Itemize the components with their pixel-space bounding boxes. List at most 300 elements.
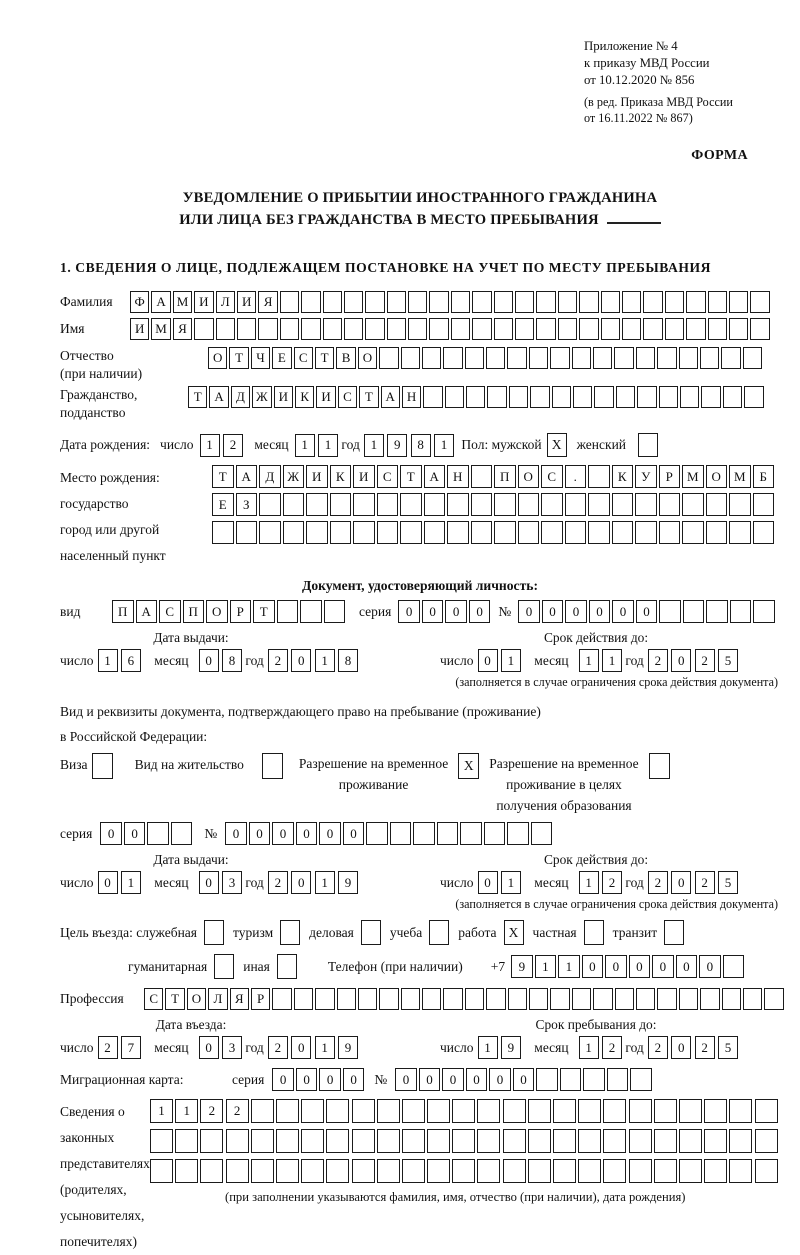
char-cell[interactable] xyxy=(477,1099,500,1123)
char-cell[interactable] xyxy=(379,988,398,1010)
char-cell[interactable] xyxy=(531,822,553,845)
char-cell[interactable] xyxy=(654,1159,677,1183)
char-cell[interactable] xyxy=(682,521,704,544)
char-cell[interactable] xyxy=(560,1068,582,1091)
char-cell[interactable]: 1 xyxy=(200,434,220,457)
char-cell[interactable] xyxy=(147,822,169,845)
purpose-private-checkbox[interactable] xyxy=(584,920,604,945)
char-cell[interactable] xyxy=(657,347,676,369)
char-cell[interactable]: 0 xyxy=(319,822,341,845)
char-cell[interactable]: Ж xyxy=(252,386,271,408)
char-cell[interactable] xyxy=(682,493,704,516)
char-cell[interactable]: Д xyxy=(259,465,281,488)
purpose-work-checkbox[interactable]: X xyxy=(504,920,524,945)
char-cell[interactable] xyxy=(358,988,377,1010)
char-cell[interactable] xyxy=(558,318,577,340)
char-cell[interactable] xyxy=(237,318,256,340)
char-cell[interactable]: 9 xyxy=(511,955,533,978)
char-cell[interactable]: 2 xyxy=(602,1036,622,1059)
char-cell[interactable] xyxy=(529,988,548,1010)
char-cell[interactable] xyxy=(572,988,591,1010)
char-cell[interactable] xyxy=(471,493,493,516)
char-cell[interactable] xyxy=(541,521,563,544)
char-cell[interactable] xyxy=(408,291,427,313)
char-cell[interactable]: 0 xyxy=(419,1068,441,1091)
char-cell[interactable]: 0 xyxy=(565,600,587,623)
char-cell[interactable]: 0 xyxy=(699,955,721,978)
char-cell[interactable]: 0 xyxy=(296,1068,318,1091)
char-cell[interactable] xyxy=(400,493,422,516)
char-cell[interactable] xyxy=(572,347,591,369)
char-cell[interactable] xyxy=(494,521,516,544)
char-cell[interactable] xyxy=(465,988,484,1010)
char-cell[interactable]: 9 xyxy=(387,434,407,457)
char-cell[interactable] xyxy=(614,347,633,369)
char-cell[interactable]: 1 xyxy=(98,649,118,672)
char-cell[interactable] xyxy=(659,493,681,516)
char-cell[interactable] xyxy=(743,347,762,369)
char-cell[interactable]: 1 xyxy=(315,871,335,894)
char-cell[interactable]: 2 xyxy=(695,871,715,894)
char-cell[interactable]: О xyxy=(518,465,540,488)
char-cell[interactable] xyxy=(588,493,610,516)
char-cell[interactable]: 1 xyxy=(579,1036,599,1059)
char-cell[interactable] xyxy=(315,988,334,1010)
char-cell[interactable] xyxy=(541,493,563,516)
char-cell[interactable] xyxy=(755,1099,778,1123)
char-cell[interactable] xyxy=(723,386,742,408)
char-cell[interactable] xyxy=(573,386,592,408)
char-cell[interactable] xyxy=(401,347,420,369)
char-cell[interactable]: . xyxy=(565,465,587,488)
char-cell[interactable]: 0 xyxy=(589,600,611,623)
char-cell[interactable]: 8 xyxy=(222,649,242,672)
char-cell[interactable] xyxy=(276,1099,299,1123)
char-cell[interactable] xyxy=(452,1159,475,1183)
char-cell[interactable]: 1 xyxy=(318,434,338,457)
char-cell[interactable] xyxy=(753,600,775,623)
char-cell[interactable]: 1 xyxy=(579,871,599,894)
char-cell[interactable]: 9 xyxy=(338,1036,358,1059)
char-cell[interactable] xyxy=(612,521,634,544)
char-cell[interactable] xyxy=(679,347,698,369)
char-cell[interactable]: 2 xyxy=(268,871,288,894)
char-cell[interactable]: 7 xyxy=(121,1036,141,1059)
char-cell[interactable]: 0 xyxy=(676,955,698,978)
char-cell[interactable]: 2 xyxy=(695,1036,715,1059)
residence-permit-checkbox[interactable] xyxy=(262,753,283,779)
char-cell[interactable] xyxy=(755,1159,778,1183)
char-cell[interactable] xyxy=(471,521,493,544)
char-cell[interactable]: 5 xyxy=(718,1036,738,1059)
char-cell[interactable] xyxy=(680,386,699,408)
char-cell[interactable] xyxy=(508,988,527,1010)
char-cell[interactable] xyxy=(507,347,526,369)
char-cell[interactable] xyxy=(558,291,577,313)
char-cell[interactable]: О xyxy=(206,600,228,623)
char-cell[interactable] xyxy=(708,291,727,313)
char-cell[interactable] xyxy=(700,347,719,369)
char-cell[interactable]: 3 xyxy=(222,871,242,894)
char-cell[interactable] xyxy=(593,988,612,1010)
char-cell[interactable]: Т xyxy=(253,600,275,623)
char-cell[interactable] xyxy=(553,1129,576,1153)
char-cell[interactable]: И xyxy=(274,386,293,408)
char-cell[interactable] xyxy=(615,988,634,1010)
char-cell[interactable]: 0 xyxy=(291,871,311,894)
temp-permit-edu-checkbox[interactable] xyxy=(649,753,670,779)
char-cell[interactable] xyxy=(171,822,193,845)
char-cell[interactable] xyxy=(330,493,352,516)
char-cell[interactable] xyxy=(413,822,435,845)
char-cell[interactable]: У xyxy=(635,465,657,488)
char-cell[interactable] xyxy=(452,1129,475,1153)
char-cell[interactable]: Я xyxy=(230,988,249,1010)
char-cell[interactable]: 1 xyxy=(535,955,557,978)
char-cell[interactable] xyxy=(659,521,681,544)
char-cell[interactable]: 5 xyxy=(718,649,738,672)
char-cell[interactable] xyxy=(643,291,662,313)
char-cell[interactable] xyxy=(593,347,612,369)
char-cell[interactable]: 0 xyxy=(652,955,674,978)
char-cell[interactable]: М xyxy=(173,291,192,313)
char-cell[interactable] xyxy=(659,386,678,408)
char-cell[interactable] xyxy=(518,521,540,544)
char-cell[interactable] xyxy=(377,493,399,516)
char-cell[interactable] xyxy=(588,521,610,544)
char-cell[interactable]: Т xyxy=(165,988,184,1010)
char-cell[interactable] xyxy=(226,1159,249,1183)
char-cell[interactable]: 1 xyxy=(434,434,454,457)
char-cell[interactable]: 2 xyxy=(268,1036,288,1059)
char-cell[interactable]: 0 xyxy=(199,1036,219,1059)
char-cell[interactable]: 0 xyxy=(612,600,634,623)
char-cell[interactable]: И xyxy=(306,465,328,488)
char-cell[interactable]: 1 xyxy=(315,1036,335,1059)
char-cell[interactable] xyxy=(683,600,705,623)
char-cell[interactable] xyxy=(429,291,448,313)
char-cell[interactable] xyxy=(472,291,491,313)
char-cell[interactable]: 0 xyxy=(636,600,658,623)
char-cell[interactable] xyxy=(579,318,598,340)
char-cell[interactable] xyxy=(578,1159,601,1183)
char-cell[interactable] xyxy=(704,1129,727,1153)
char-cell[interactable]: Р xyxy=(659,465,681,488)
char-cell[interactable]: О xyxy=(706,465,728,488)
char-cell[interactable]: С xyxy=(159,600,181,623)
char-cell[interactable] xyxy=(377,521,399,544)
char-cell[interactable] xyxy=(654,1099,677,1123)
char-cell[interactable]: А xyxy=(136,600,158,623)
char-cell[interactable] xyxy=(509,386,528,408)
char-cell[interactable] xyxy=(701,386,720,408)
char-cell[interactable] xyxy=(451,291,470,313)
char-cell[interactable] xyxy=(528,1099,551,1123)
char-cell[interactable] xyxy=(443,988,462,1010)
char-cell[interactable]: И xyxy=(130,318,149,340)
char-cell[interactable]: 2 xyxy=(648,1036,668,1059)
char-cell[interactable] xyxy=(629,1159,652,1183)
char-cell[interactable]: С xyxy=(338,386,357,408)
char-cell[interactable]: 0 xyxy=(398,600,420,623)
char-cell[interactable] xyxy=(276,1129,299,1153)
purpose-study-checkbox[interactable] xyxy=(429,920,449,945)
char-cell[interactable] xyxy=(515,291,534,313)
char-cell[interactable] xyxy=(251,1129,274,1153)
char-cell[interactable] xyxy=(486,347,505,369)
char-cell[interactable] xyxy=(622,291,641,313)
char-cell[interactable]: 2 xyxy=(648,649,668,672)
char-cell[interactable] xyxy=(451,318,470,340)
char-cell[interactable] xyxy=(477,1129,500,1153)
char-cell[interactable]: Ф xyxy=(130,291,149,313)
char-cell[interactable]: Е xyxy=(212,493,234,516)
char-cell[interactable] xyxy=(764,988,783,1010)
char-cell[interactable]: 0 xyxy=(249,822,271,845)
char-cell[interactable] xyxy=(565,493,587,516)
char-cell[interactable] xyxy=(323,318,342,340)
char-cell[interactable] xyxy=(353,521,375,544)
char-cell[interactable]: Ч xyxy=(251,347,270,369)
char-cell[interactable]: 3 xyxy=(222,1036,242,1059)
char-cell[interactable] xyxy=(387,291,406,313)
char-cell[interactable]: К xyxy=(330,465,352,488)
char-cell[interactable]: 9 xyxy=(501,1036,521,1059)
char-cell[interactable]: 8 xyxy=(411,434,431,457)
char-cell[interactable]: П xyxy=(494,465,516,488)
char-cell[interactable] xyxy=(729,1129,752,1153)
purpose-tourism-checkbox[interactable] xyxy=(280,920,300,945)
char-cell[interactable] xyxy=(344,291,363,313)
char-cell[interactable] xyxy=(721,347,740,369)
char-cell[interactable]: 0 xyxy=(513,1068,535,1091)
purpose-humanitarian-checkbox[interactable] xyxy=(214,954,234,979)
char-cell[interactable]: 0 xyxy=(272,1068,294,1091)
char-cell[interactable]: Л xyxy=(216,291,235,313)
char-cell[interactable] xyxy=(175,1129,198,1153)
temp-permit-checkbox[interactable]: X xyxy=(458,753,479,779)
char-cell[interactable]: Р xyxy=(251,988,270,1010)
char-cell[interactable] xyxy=(487,386,506,408)
char-cell[interactable] xyxy=(686,291,705,313)
purpose-other-checkbox[interactable] xyxy=(277,954,297,979)
char-cell[interactable] xyxy=(637,386,656,408)
char-cell[interactable]: О xyxy=(208,347,227,369)
char-cell[interactable]: И xyxy=(237,291,256,313)
char-cell[interactable] xyxy=(216,318,235,340)
char-cell[interactable]: 0 xyxy=(272,822,294,845)
purpose-transit-checkbox[interactable] xyxy=(664,920,684,945)
char-cell[interactable] xyxy=(226,1129,249,1153)
char-cell[interactable] xyxy=(402,1099,425,1123)
char-cell[interactable] xyxy=(654,1129,677,1153)
char-cell[interactable] xyxy=(277,600,299,623)
char-cell[interactable]: 8 xyxy=(338,649,358,672)
char-cell[interactable] xyxy=(324,600,346,623)
char-cell[interactable] xyxy=(427,1099,450,1123)
char-cell[interactable] xyxy=(603,1099,626,1123)
char-cell[interactable] xyxy=(565,521,587,544)
char-cell[interactable]: Е xyxy=(272,347,291,369)
char-cell[interactable] xyxy=(150,1129,173,1153)
char-cell[interactable]: И xyxy=(353,465,375,488)
char-cell[interactable] xyxy=(486,988,505,1010)
char-cell[interactable] xyxy=(379,347,398,369)
char-cell[interactable] xyxy=(251,1159,274,1183)
char-cell[interactable]: А xyxy=(236,465,258,488)
char-cell[interactable] xyxy=(729,318,748,340)
char-cell[interactable] xyxy=(730,600,752,623)
char-cell[interactable] xyxy=(665,318,684,340)
sex-male-checkbox[interactable]: X xyxy=(547,433,567,457)
char-cell[interactable] xyxy=(536,318,555,340)
char-cell[interactable]: 0 xyxy=(291,649,311,672)
char-cell[interactable] xyxy=(460,822,482,845)
char-cell[interactable] xyxy=(387,318,406,340)
char-cell[interactable] xyxy=(622,318,641,340)
char-cell[interactable] xyxy=(377,1099,400,1123)
char-cell[interactable] xyxy=(477,1159,500,1183)
char-cell[interactable] xyxy=(529,347,548,369)
char-cell[interactable] xyxy=(753,493,775,516)
char-cell[interactable] xyxy=(579,291,598,313)
char-cell[interactable] xyxy=(536,1068,558,1091)
char-cell[interactable] xyxy=(744,386,763,408)
char-cell[interactable]: 0 xyxy=(98,871,118,894)
char-cell[interactable]: Н xyxy=(447,465,469,488)
char-cell[interactable]: З xyxy=(236,493,258,516)
char-cell[interactable] xyxy=(465,347,484,369)
char-cell[interactable] xyxy=(150,1159,173,1183)
sex-female-checkbox[interactable] xyxy=(638,433,658,457)
char-cell[interactable]: 0 xyxy=(582,955,604,978)
char-cell[interactable]: 1 xyxy=(558,955,580,978)
char-cell[interactable]: 0 xyxy=(296,822,318,845)
char-cell[interactable] xyxy=(755,1129,778,1153)
char-cell[interactable]: 0 xyxy=(124,822,146,845)
char-cell[interactable] xyxy=(445,386,464,408)
char-cell[interactable]: 1 xyxy=(315,649,335,672)
char-cell[interactable]: 2 xyxy=(695,649,715,672)
char-cell[interactable] xyxy=(722,988,741,1010)
char-cell[interactable]: 2 xyxy=(648,871,668,894)
purpose-official-checkbox[interactable] xyxy=(204,920,224,945)
char-cell[interactable]: П xyxy=(183,600,205,623)
char-cell[interactable] xyxy=(601,291,620,313)
char-cell[interactable]: 0 xyxy=(343,822,365,845)
char-cell[interactable] xyxy=(578,1099,601,1123)
char-cell[interactable]: 0 xyxy=(629,955,651,978)
char-cell[interactable] xyxy=(528,1159,551,1183)
char-cell[interactable] xyxy=(679,988,698,1010)
char-cell[interactable]: 2 xyxy=(200,1099,223,1123)
char-cell[interactable]: 2 xyxy=(268,649,288,672)
char-cell[interactable] xyxy=(280,291,299,313)
char-cell[interactable] xyxy=(706,493,728,516)
char-cell[interactable]: И xyxy=(316,386,335,408)
char-cell[interactable]: А xyxy=(209,386,228,408)
char-cell[interactable] xyxy=(601,318,620,340)
char-cell[interactable] xyxy=(283,521,305,544)
char-cell[interactable] xyxy=(280,318,299,340)
char-cell[interactable] xyxy=(427,1129,450,1153)
char-cell[interactable]: 0 xyxy=(469,600,491,623)
char-cell[interactable]: А xyxy=(424,465,446,488)
char-cell[interactable]: А xyxy=(151,291,170,313)
char-cell[interactable] xyxy=(452,1099,475,1123)
char-cell[interactable] xyxy=(326,1129,349,1153)
char-cell[interactable] xyxy=(588,465,610,488)
char-cell[interactable] xyxy=(750,291,769,313)
char-cell[interactable] xyxy=(753,521,775,544)
char-cell[interactable] xyxy=(402,1159,425,1183)
char-cell[interactable]: 1 xyxy=(364,434,384,457)
char-cell[interactable]: 1 xyxy=(602,649,622,672)
char-cell[interactable]: 1 xyxy=(478,1036,498,1059)
char-cell[interactable]: 0 xyxy=(466,1068,488,1091)
char-cell[interactable] xyxy=(272,988,291,1010)
char-cell[interactable] xyxy=(200,1159,223,1183)
char-cell[interactable] xyxy=(353,493,375,516)
char-cell[interactable] xyxy=(657,988,676,1010)
char-cell[interactable]: 0 xyxy=(343,1068,365,1091)
char-cell[interactable]: 1 xyxy=(501,649,521,672)
char-cell[interactable] xyxy=(447,493,469,516)
char-cell[interactable]: 0 xyxy=(478,871,498,894)
char-cell[interactable]: 0 xyxy=(671,649,691,672)
char-cell[interactable] xyxy=(616,386,635,408)
char-cell[interactable]: 2 xyxy=(226,1099,249,1123)
char-cell[interactable]: Т xyxy=(229,347,248,369)
char-cell[interactable]: Д xyxy=(231,386,250,408)
char-cell[interactable]: М xyxy=(682,465,704,488)
char-cell[interactable]: Л xyxy=(208,988,227,1010)
char-cell[interactable] xyxy=(236,521,258,544)
char-cell[interactable]: П xyxy=(112,600,134,623)
char-cell[interactable] xyxy=(553,1159,576,1183)
char-cell[interactable] xyxy=(550,988,569,1010)
char-cell[interactable]: 0 xyxy=(442,1068,464,1091)
char-cell[interactable]: 1 xyxy=(579,649,599,672)
char-cell[interactable]: 0 xyxy=(100,822,122,845)
char-cell[interactable] xyxy=(503,1129,526,1153)
char-cell[interactable]: 1 xyxy=(121,871,141,894)
char-cell[interactable]: К xyxy=(612,465,634,488)
char-cell[interactable]: 1 xyxy=(150,1099,173,1123)
char-cell[interactable] xyxy=(700,988,719,1010)
char-cell[interactable]: Ж xyxy=(283,465,305,488)
char-cell[interactable]: 1 xyxy=(295,434,315,457)
char-cell[interactable] xyxy=(194,318,213,340)
char-cell[interactable] xyxy=(729,521,751,544)
char-cell[interactable] xyxy=(301,1129,324,1153)
char-cell[interactable]: 2 xyxy=(602,871,622,894)
char-cell[interactable] xyxy=(301,318,320,340)
char-cell[interactable]: 0 xyxy=(225,822,247,845)
char-cell[interactable] xyxy=(424,493,446,516)
char-cell[interactable]: К xyxy=(295,386,314,408)
char-cell[interactable]: Т xyxy=(212,465,234,488)
char-cell[interactable]: О xyxy=(358,347,377,369)
char-cell[interactable] xyxy=(294,988,313,1010)
char-cell[interactable]: И xyxy=(194,291,213,313)
char-cell[interactable] xyxy=(594,386,613,408)
char-cell[interactable] xyxy=(352,1129,375,1153)
char-cell[interactable] xyxy=(729,493,751,516)
char-cell[interactable]: М xyxy=(729,465,751,488)
char-cell[interactable] xyxy=(366,822,388,845)
char-cell[interactable] xyxy=(578,1129,601,1153)
